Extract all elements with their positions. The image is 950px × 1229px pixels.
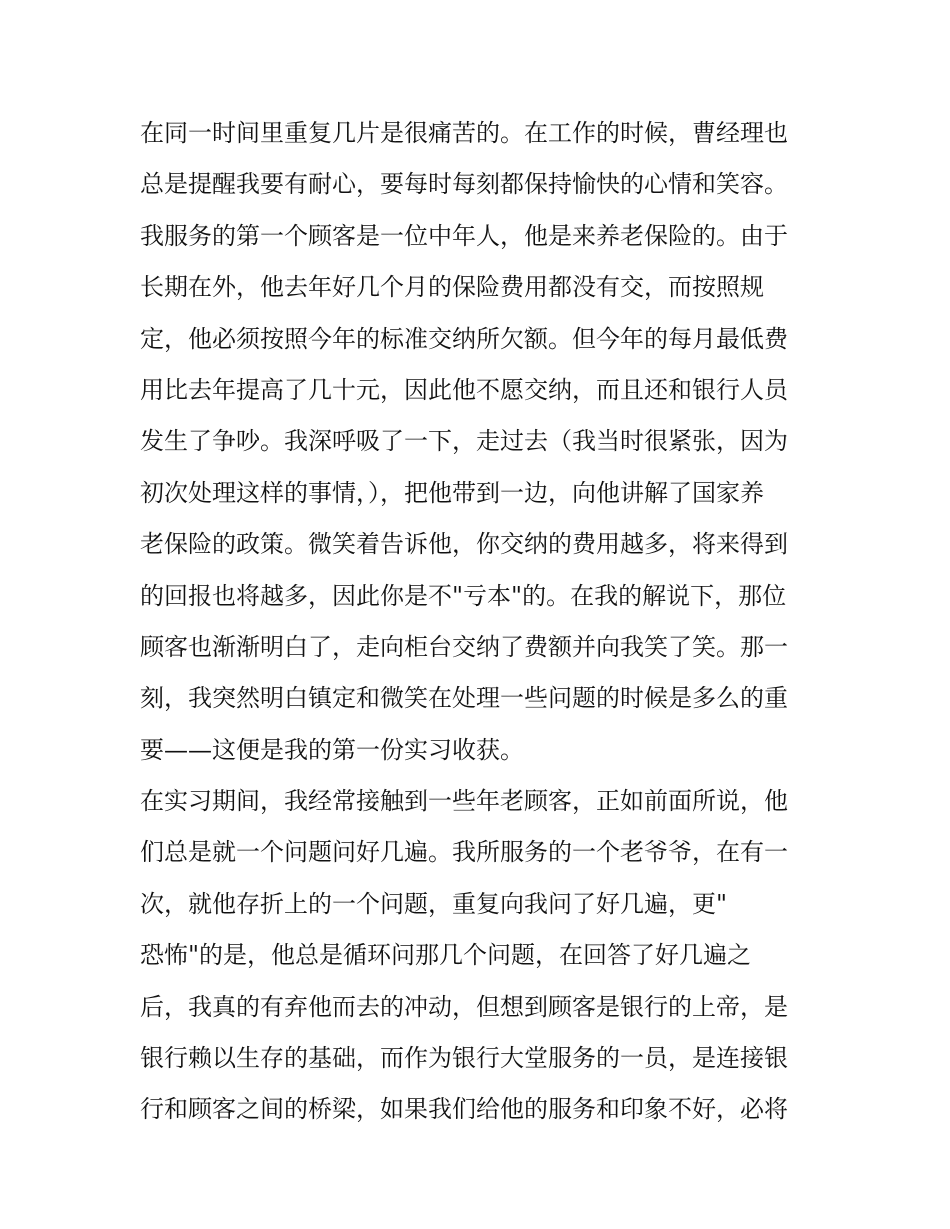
text-line: 长期在外，他去年好几个月的保险费用都没有交，而按照规 xyxy=(140,273,764,302)
text-line: 次，就他存折上的一个问题，重复向我问了好几遍，更" xyxy=(140,889,728,918)
text-line: 初次处理这样的事情，），把他带到一边，向他讲解了国家养 xyxy=(140,478,764,507)
text-line: 的回报也将越多，因此你是不"亏本"的。在我的解说下，那位 xyxy=(140,581,787,610)
text-line: 用比去年提高了几十元，因此他不愿交纳，而且还和银行人员 xyxy=(140,375,788,404)
text-line: 行和顾客之间的桥梁，如果我们给他的服务和印象不好，必将 xyxy=(140,1095,788,1124)
text-line: 在同一时间里重复几片是很痛苦的。在工作的时候，曹经理也 xyxy=(140,119,788,147)
text-line: 刻，我突然明白镇定和微笑在处理一些问题的时候是多么的重 xyxy=(140,684,788,713)
text-line: 银行赖以生存的基础，而作为银行大堂服务的一员，是连接银 xyxy=(140,1044,788,1073)
text-line: 老保险的政策。微笑着告诉他，你交纳的费用越多，将来得到 xyxy=(140,530,788,559)
text-line: 要——这便是我的第一份实习收获。 xyxy=(140,735,524,764)
body-text xyxy=(140,108,820,1136)
text-line: 定，他必须按照今年的标准交纳所欠额。但今年的每月最低费 xyxy=(140,324,788,353)
text-line: 发生了争吵。我深呼吸了一下，走过去（我当时很紧张，因为 xyxy=(140,427,788,456)
text-line: 顾客也渐渐明白了，走向柜台交纳了费额并向我笑了笑。那一 xyxy=(140,632,788,661)
text-line: 恐怖"的是，他总是循环问那几个问题，在回答了好几遍之 xyxy=(140,941,752,970)
text-line: 我服务的第一个顾客是一位中年人，他是来养老保险的。由于 xyxy=(140,221,788,250)
text-line: 总是提醒我要有耐心，要每时每刻都保持愉快的心情和笑容。 xyxy=(140,170,788,199)
text-line: 在实习期间，我经常接触到一些年老顾客，正如前面所说，他 xyxy=(140,787,788,816)
text-line: 后，我真的有弃他而去的冲动，但想到顾客是银行的上帝，是 xyxy=(140,992,788,1021)
text-line: 们总是就一个问题问好几遍。我所服务的一个老爷爷，在有一 xyxy=(140,838,788,867)
